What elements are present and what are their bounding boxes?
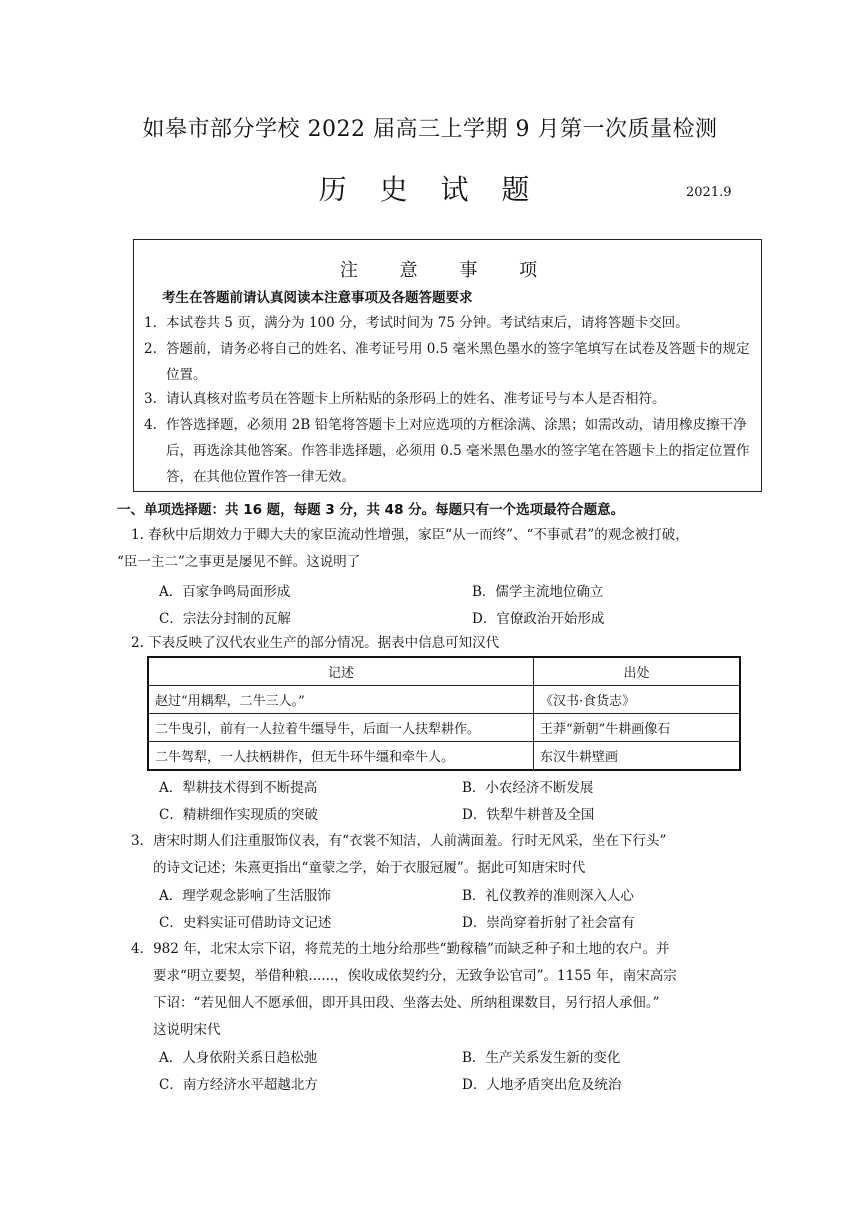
table-cell: 二牛驾犁，一人扶柄耕作，但无牛环牛缰和牵牛人。 (148, 742, 534, 771)
table-header-row (148, 657, 740, 686)
option-c[interactable]: C．宗法分封制的瓦解 (159, 611, 291, 627)
option-a[interactable]: A．人身依附关系日趋松弛 (159, 1050, 318, 1066)
notice-item (144, 386, 756, 412)
notice-item-number: 4. (144, 417, 157, 433)
question-stem: 下诏：“若见佃人不愿承佃，即开具田段、坐落去处、所纳租课数目，另行招人承佃。” (153, 995, 660, 1011)
option-d[interactable]: D．铁犁牛耕普及全国 (462, 807, 595, 823)
table-cell: 赵过“用耦犁，二牛三人。” (148, 686, 534, 714)
table-header: 记述 (148, 657, 534, 686)
table-row (148, 686, 740, 714)
table-cell: 王莽“新朝”牛耕画像石 (534, 714, 741, 742)
question-stem: 3．唐宋时期人们注重服饰仪表，有“衣裳不知洁，人前满面羞。行时无风采，坐在下行头” (131, 833, 667, 849)
notice-item-number: 2. (144, 341, 157, 357)
exam-title: 如皋市部分学校 2022 届高三上学期 9 月第一次质量检测 (142, 117, 718, 142)
option-b[interactable]: B．生产关系发生新的变化 (462, 1050, 621, 1066)
agriculture-table (147, 656, 741, 771)
notice-item (144, 412, 756, 490)
notice-item (144, 310, 756, 336)
option-b[interactable]: B．礼仪教养的准则深入人心 (462, 888, 634, 904)
option-a[interactable]: A．百家争鸣局面形成 (159, 584, 291, 600)
notice-item-text: 本试卷共 5 页，满分为 100 分，考试时间为 75 分钟。考试结束后，请将答题卡交回。 (166, 315, 689, 331)
option-d[interactable]: D．人地矛盾突出危及统治 (462, 1077, 622, 1093)
section-heading: 一、单项选择题：共 16 题，每题 3 分，共 48 分。每题只有一个选项最符合题意。 (117, 502, 625, 518)
question-1 (117, 522, 751, 576)
notice-item-text: 作答选择题，必须用 2B 铅笔将答题卡上对应选项的方框涂满、涂黑；如需改动，请用橡皮擦干净后，再选涂其他答案。作答非选择题，必须用 0.5 毫米黑色墨水的签字笔在答题卡上的指定位置作答，在其他位置作答一律无效。 (166, 417, 750, 485)
table-cell: 东汉牛耕壁画 (534, 742, 741, 771)
notice-item-number: 3. (144, 391, 157, 407)
option-a[interactable]: A．理学观念影响了生活服饰 (159, 888, 331, 904)
option-d[interactable]: D．官僚政治开始形成 (472, 611, 605, 627)
notice-item-number: 1. (144, 315, 157, 331)
option-c[interactable]: C．史料实证可借助诗文记述 (159, 915, 332, 931)
question-stem: 1. 春秋中后期效力于卿大夫的家臣流动性增强，家臣“从一而终”、“不事贰君”的观念被打破， (131, 527, 689, 543)
exam-date: 2021.9 (686, 185, 732, 200)
notice-subheading: 考生在答题前请认真阅读本注意事项及各题答题要求 (162, 290, 473, 306)
question-stem: 要求“明立要契，举借种粮......，俟收成依契约分，无致争讼官司”。1155 年，南宋高宗 (153, 968, 677, 984)
option-a[interactable]: A．犁耕技术得到不断提高 (159, 780, 318, 796)
table-cell: 二牛曳引，前有一人拉着牛缰导牛，后面一人扶犁耕作。 (148, 714, 534, 742)
question-3 (131, 828, 751, 882)
question-stem: 这说明宋代 (153, 1022, 221, 1038)
notice-item-text: 答题前，请务必将自己的姓名、准考证号用 0.5 毫米黑色墨水的签字笔填写在试卷及答题卡的规定位置。 (166, 341, 750, 383)
table-row (148, 714, 740, 742)
option-d[interactable]: D．崇尚穿着折射了社会富有 (462, 915, 635, 931)
option-c[interactable]: C．精耕细作实现质的突破 (159, 807, 318, 823)
notice-item (144, 336, 756, 388)
question-stem: 的诗文记述；朱熹更指出“童蒙之学，始于衣服冠履”。据此可知唐宋时代 (153, 860, 586, 876)
option-c[interactable]: C．南方经济水平超越北方 (159, 1077, 318, 1093)
subject-title: 历 史 试 题 (318, 173, 542, 206)
question-4 (131, 936, 751, 1044)
question-stem: 2. 下表反映了汉代农业生产的部分情况。据表中信息可知汉代 (131, 635, 500, 651)
question-2 (131, 630, 751, 657)
table-cell: 《汉书·食货志》 (534, 686, 741, 714)
table-header: 出处 (534, 657, 741, 686)
option-b[interactable]: B．小农经济不断发展 (462, 780, 594, 796)
table-row (148, 742, 740, 771)
option-b[interactable]: B．儒学主流地位确立 (472, 584, 604, 600)
question-stem: “臣一主二”之事更是屡见不鲜。这说明了 (117, 554, 361, 570)
question-stem: 4．982 年，北宋太宗下诏，将荒芜的土地分给那些“勤稼穑”而缺乏种子和土地的农户。并 (131, 941, 670, 957)
notice-heading: 注 意 事 项 (339, 260, 556, 281)
notice-box (133, 239, 762, 492)
notice-item-text: 请认真核对监考员在答题卡上所粘贴的条形码上的姓名、准考证号与本人是否相符。 (166, 391, 666, 407)
